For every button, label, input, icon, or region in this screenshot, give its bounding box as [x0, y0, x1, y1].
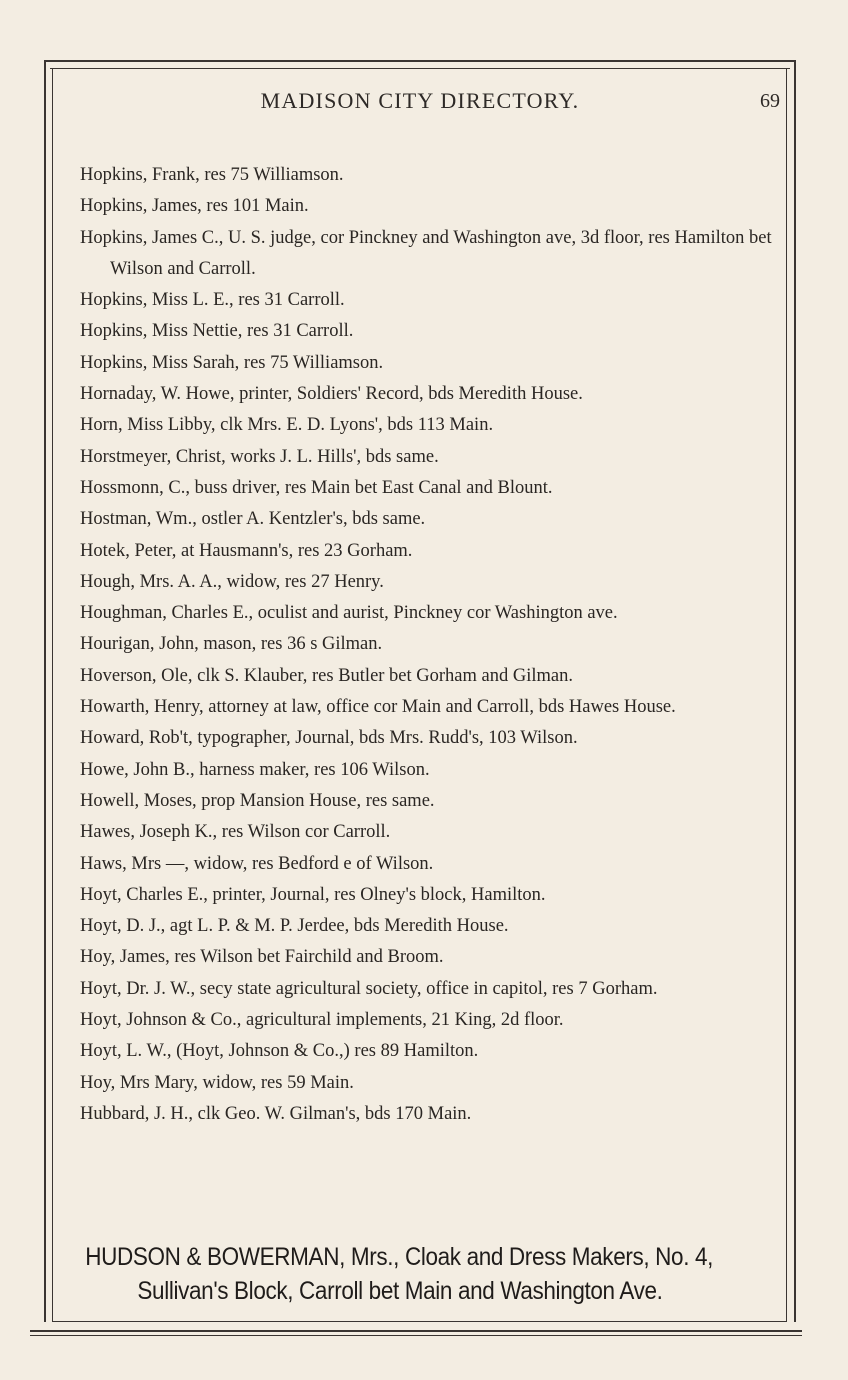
directory-entry: Hopkins, James C., U. S. judge, cor Pinckney and Washington ave, 3d floor, res Hamilton bet Wilson and Carroll.	[80, 227, 772, 279]
directory-entry: Horn, Miss Libby, clk Mrs. E. D. Lyons', bds 113 Main.	[80, 415, 494, 436]
directory-entry: Hopkins, Miss L. E., res 31 Carroll.	[80, 290, 345, 311]
directory-entry: Hourigan, John, mason, res 36 s Gilman.	[80, 634, 383, 655]
directory-entry: Howard, Rob't, typographer, Journal, bds Mrs. Rudd's, 103 Wilson.	[80, 728, 578, 749]
page-number: 69	[760, 90, 780, 112]
border-right-outer	[794, 60, 796, 1322]
border-top-outer	[44, 60, 796, 62]
directory-entry: Hornaday, W. Howe, printer, Soldiers' Record, bds Meredith House.	[80, 384, 583, 405]
advertisement-line-1: HUDSON & BOWERMAN, Mrs., Cloak and Dress Makers, No. 4,	[85, 1243, 714, 1271]
border-bottom-inner	[52, 1321, 787, 1322]
directory-entry: Haws, Mrs —, widow, res Bedford e of Wilson.	[80, 853, 434, 874]
directory-entry: Hoverson, Ole, clk S. Klauber, res Butler bet Gorham and Gilman.	[80, 665, 573, 686]
directory-entry: Howe, John B., harness maker, res 106 Wilson.	[80, 759, 430, 780]
border-left-outer	[44, 60, 46, 1322]
border-bottom-outer	[30, 1330, 802, 1332]
directory-entry: Hoyt, Johnson & Co., agricultural implements, 21 King, 2d floor.	[80, 1010, 564, 1031]
directory-entry: Hoy, James, res Wilson bet Fairchild and Broom.	[80, 947, 444, 968]
directory-entry: Hoyt, L. W., (Hoyt, Johnson & Co.,) res 89 Hamilton.	[80, 1041, 479, 1062]
directory-entry: Hoyt, D. J., agt L. P. & M. P. Jerdee, bds Meredith House.	[80, 916, 509, 937]
border-right-inner	[786, 68, 787, 1322]
directory-entry: Hotek, Peter, at Hausmann's, res 23 Gorham.	[80, 540, 413, 561]
directory-entry: Hoy, Mrs Mary, widow, res 59 Main.	[80, 1072, 354, 1093]
directory-entry: Hough, Mrs. A. A., widow, res 27 Henry.	[80, 571, 384, 592]
directory-entries	[80, 160, 780, 1130]
page-title: MADISON CITY DIRECTORY.	[260, 88, 580, 113]
directory-entry: Hoyt, Charles E., printer, Journal, res Olney's block, Hamilton.	[80, 884, 546, 905]
directory-entry: Hostman, Wm., ostler A. Kentzler's, bds same.	[80, 509, 426, 530]
directory-entry: Howarth, Henry, attorney at law, office cor Main and Carroll, bds Hawes House.	[80, 697, 676, 718]
directory-entry: Howell, Moses, prop Mansion House, res same.	[80, 790, 435, 811]
border-top-inner	[50, 68, 790, 69]
directory-entry: Houghman, Charles E., oculist and aurist, Pinckney cor Washington ave.	[80, 603, 618, 624]
directory-entry: Hoyt, Dr. J. W., secy state agricultural society, office in capitol, res 7 Gorham.	[80, 978, 658, 999]
directory-entry: Hossmonn, C., buss driver, res Main bet East Canal and Blount.	[80, 477, 553, 498]
directory-entry: Hawes, Joseph K., res Wilson cor Carroll.	[80, 822, 391, 843]
directory-entry: Hopkins, Frank, res 75 Williamson.	[80, 165, 344, 185]
directory-entry: Hopkins, Miss Sarah, res 75 Williamson.	[80, 352, 384, 373]
directory-entry: Hubbard, J. H., clk Geo. W. Gilman's, bds 170 Main.	[80, 1103, 472, 1124]
advertisement	[60, 1240, 800, 1308]
running-header	[60, 88, 780, 122]
border-left-inner	[52, 68, 53, 1322]
advertisement-line-2: Sullivan's Block, Carroll bet Main and Washington Ave.	[137, 1277, 663, 1305]
directory-entry: Hopkins, Miss Nettie, res 31 Carroll.	[80, 321, 354, 342]
directory-entry: Hopkins, James, res 101 Main.	[80, 196, 309, 217]
directory-entry: Horstmeyer, Christ, works J. L. Hills', bds same.	[80, 446, 439, 467]
border-bottom-outer-2	[30, 1335, 802, 1336]
